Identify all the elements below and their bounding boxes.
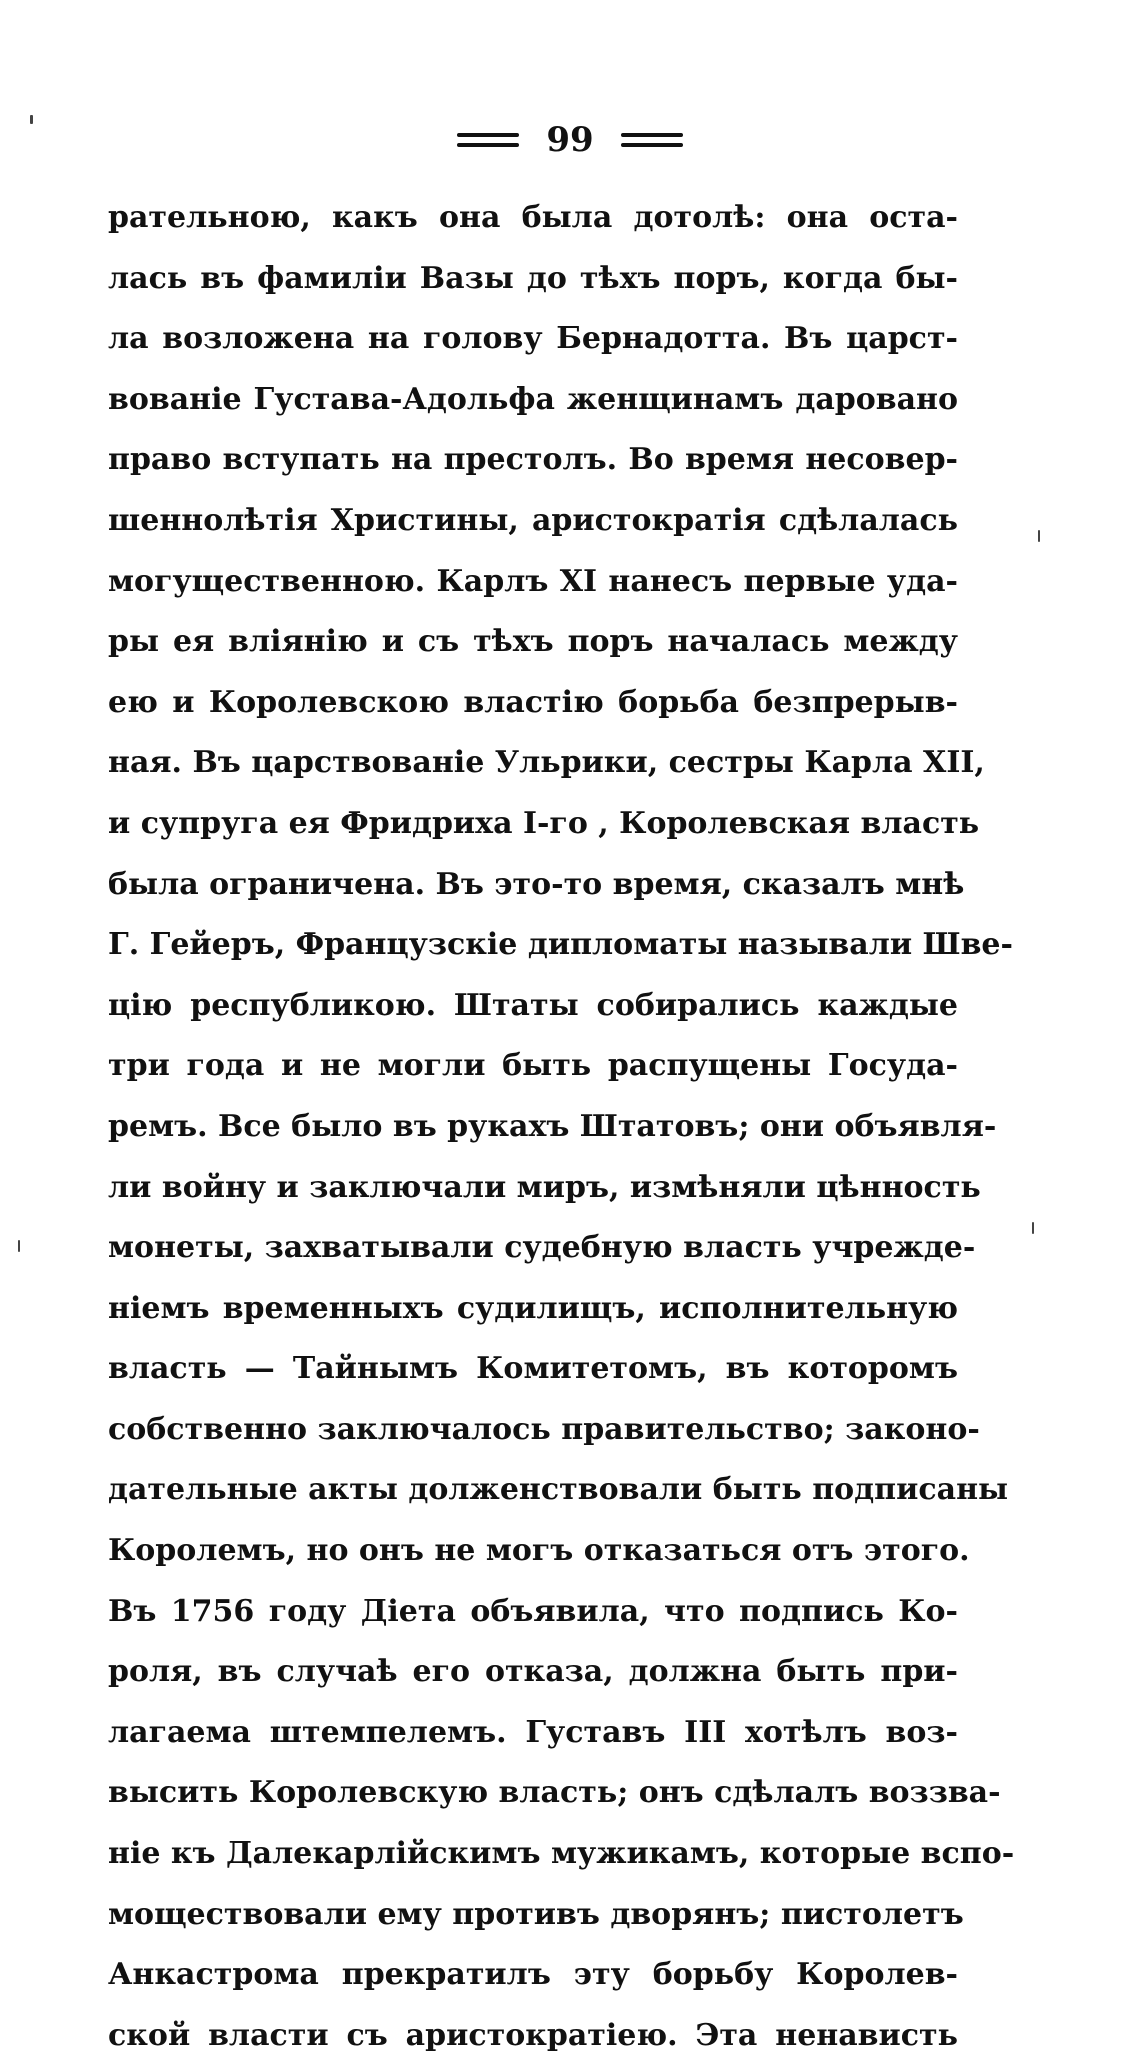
text-line: Г. Гейеръ, Французскіе дипломаты называли Шве-: [108, 927, 1013, 963]
text-line: вованіе Густава-Адольфа женщинамъ даровано: [108, 381, 958, 417]
text-line: монеты, захватывали судебную власть учрежде-: [108, 1230, 976, 1266]
body-text: [108, 188, 1015, 2066]
text-line: была ограничена. Въ это-то время, сказалъ мнѣ: [108, 866, 965, 902]
text-line: Анкастрома прекратилъ эту борьбу Королев-: [108, 1957, 958, 1993]
text-line: ли войну и заключали миръ, измѣняли цѣнность: [108, 1169, 981, 1205]
text-line: три года и не могли быть распущены Госуда-: [108, 1048, 958, 1084]
header-rule-left: [457, 130, 519, 150]
scan-speck: [18, 1240, 20, 1252]
page-number: 99: [546, 120, 594, 160]
text-line: рательною, какъ она была дотолѣ: она оста-: [108, 200, 958, 235]
text-line: могущественною. Карлъ XI нанесъ первые уда-: [108, 563, 958, 599]
text-line: и супруга ея Фридриха I-го , Королевская власть: [108, 805, 980, 841]
text-line: Въ 1756 году Діета объявила, что подпись Ко-: [108, 1593, 958, 1629]
text-line: цію республикою. Штаты собирались каждые: [108, 987, 958, 1023]
header-rule-right: [621, 130, 683, 150]
scan-speck: [1032, 1222, 1034, 1234]
text-line: Королемъ, но онъ не могъ отказаться отъ этого.: [108, 1533, 970, 1569]
text-line: ремъ. Все было въ рукахъ Штатовъ; они объявля-: [108, 1108, 997, 1144]
text-line: шеннолѣтія Христины, аристократія сдѣлалась: [108, 502, 958, 538]
text-line: лась въ фамиліи Вазы до тѣхъ поръ, когда бы-: [108, 260, 958, 296]
text-line: право вступать на престолъ. Во время несовер-: [108, 442, 958, 478]
text-line: ла возложена на голову Бернадотта. Въ царст-: [108, 321, 958, 357]
text-line: роля, въ случаѣ его отказа, должна быть при-: [108, 1654, 958, 1690]
page-header: [0, 110, 1140, 170]
text-line: моществовали ему противъ дворянъ; пистолетъ: [108, 1896, 964, 1932]
text-line: ею и Королевскою властію борьба безпрерыв-: [108, 684, 958, 720]
scan-speck: [1038, 530, 1040, 542]
text-line: высить Королевскую власть; онъ сдѣлалъ воззва-: [108, 1775, 1001, 1811]
text-line: собственно заключалось правительство; законо-: [108, 1411, 980, 1447]
text-line: ніе къ Далекарлійскимъ мужикамъ, которые вспо-: [108, 1836, 1015, 1872]
scan-speck: [30, 115, 33, 124]
text-line: ная. Въ царствованіе Ульрики, сестры Карла XII,: [108, 745, 985, 781]
text-line: ры ея вліянію и съ тѣхъ поръ началась между: [108, 624, 958, 660]
text-line: дательные акты долженствовали быть подписаны: [108, 1472, 1009, 1508]
text-line: власть — Тайнымъ Комитетомъ, въ которомъ: [108, 1351, 958, 1387]
text-line: лагаема штемпелемъ. Густавъ III хотѣлъ воз-: [108, 1714, 958, 1750]
text-line: ніемъ временныхъ судилищъ, исполнительную: [108, 1290, 958, 1326]
text-line: ской власти съ аристократіею. Эта ненависть: [108, 2017, 958, 2053]
